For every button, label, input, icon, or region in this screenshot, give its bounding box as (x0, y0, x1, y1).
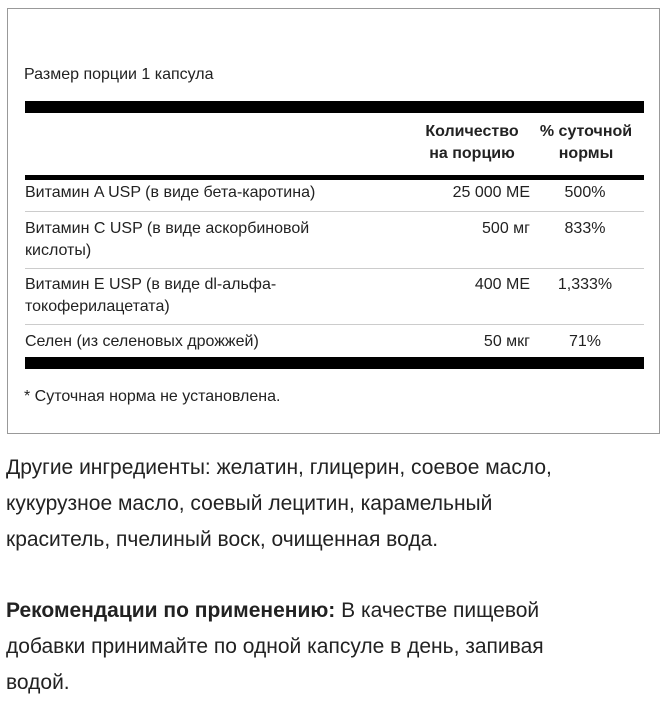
serving-size: Размер порции 1 капсула (24, 66, 214, 83)
nutrient-amount: 500 мг (482, 220, 530, 237)
nutrient-name (25, 182, 375, 204)
row-separator (25, 211, 644, 212)
nutrient-name (25, 274, 375, 318)
other-ingredients-line2: кукурузное масло, соевый лецитин, карамельный (6, 492, 493, 515)
amount-header-line2: на порцию (429, 145, 515, 162)
row-separator (25, 268, 644, 269)
thick-divider-bottom (25, 357, 644, 369)
usage-directions (6, 593, 656, 701)
nutrient-amount: 25 000 МЕ (452, 184, 530, 201)
nutrient-name-line1: Витамин E USP (в виде dl-альфа- (25, 276, 277, 293)
row-separator (25, 324, 644, 325)
usage-line2: добавки принимайте по одной капсуле в день, запивая (6, 635, 544, 658)
nutrient-name-line2: кислоты) (25, 242, 92, 259)
nutrient-name-line2: токоферилацетата) (25, 298, 170, 315)
dv-header-line2: нормы (558, 145, 614, 162)
nutrient-dv: 1,333% (557, 276, 613, 293)
nutrient-amount: 400 МЕ (474, 276, 530, 293)
supplement-facts-panel (7, 8, 660, 434)
footnote: * Суточная норма не установлена. (24, 388, 281, 405)
usage-line3: водой. (6, 671, 70, 694)
nutrient-name (25, 218, 375, 262)
amount-per-serving-header (412, 121, 532, 165)
other-ingredients-line1: Другие ингредиенты: желатин, глицерин, соевое масло, (6, 456, 552, 479)
daily-value-header (530, 121, 642, 165)
thick-divider-top (25, 101, 644, 113)
nutrient-name-line1: Витамин A USP (в виде бета-каротина) (25, 184, 316, 201)
nutrient-amount: 50 мкг (483, 333, 530, 350)
usage-line1-text: В качестве пищевой (335, 599, 540, 622)
divider-header (25, 175, 644, 180)
amount-header-line1: Количество (425, 123, 519, 140)
other-ingredients-line3: краситель, пчелиный воск, очищенная вода. (6, 528, 439, 551)
nutrient-name-line1: Витамин C USP (в виде аскорбиновой (25, 220, 310, 237)
nutrient-dv: 71% (568, 333, 602, 350)
nutrient-dv: 833% (564, 220, 606, 237)
nutrient-dv: 500% (564, 184, 606, 201)
other-ingredients (6, 450, 656, 558)
nutrient-name (25, 331, 375, 353)
dv-header-line1: % суточной (539, 123, 633, 140)
nutrient-name-line1: Селен (из селеновых дрожжей) (25, 333, 259, 350)
usage-label: Рекомендации по применению: (6, 599, 336, 622)
usage-line1 (6, 593, 656, 629)
